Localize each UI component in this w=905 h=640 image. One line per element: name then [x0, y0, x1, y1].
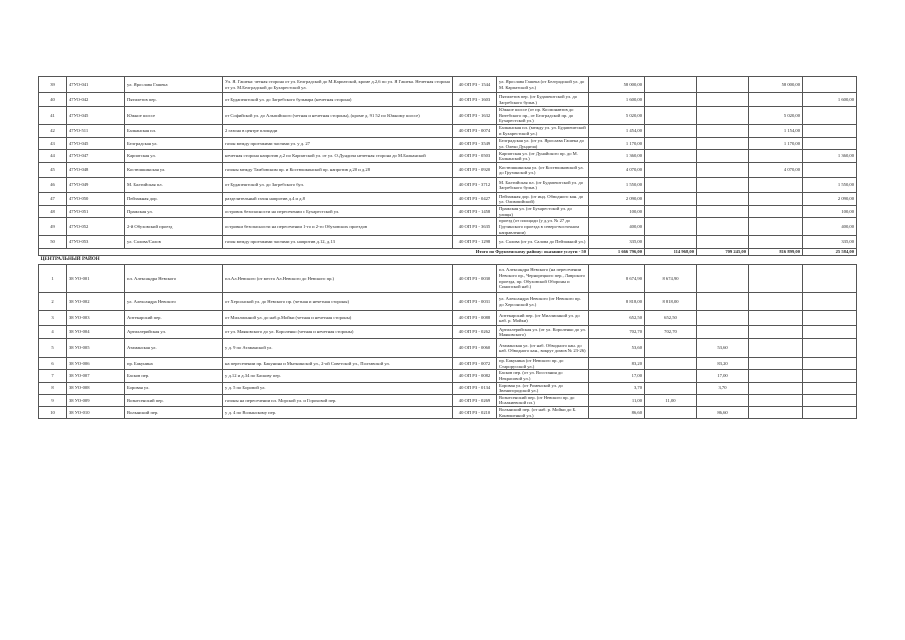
- row-number: 7: [39, 370, 67, 382]
- row-name: Артиллерийская ул.: [125, 326, 223, 339]
- row-value: [749, 339, 803, 358]
- row-value: 17,00: [697, 370, 749, 382]
- row-value: 2 090,00: [589, 193, 645, 206]
- row-address: Пятилетов пер. (от Будапештской ул. до Загребского бульв.): [497, 93, 589, 107]
- row-name: Басков пер.: [125, 370, 223, 382]
- row-description: от Будапештской ул. до Загребского бульвара (нечетная сторона): [223, 93, 453, 107]
- row-number: 2: [39, 293, 67, 311]
- row-name: ул. Ярослава Гашека: [125, 77, 223, 93]
- row-id: 40 ОП РЗ - 0503: [453, 150, 497, 163]
- row-value: 335,00: [589, 236, 645, 249]
- row-description: от Софийской ул. до Альпийского (четная и нечетная стороны), (кроме д. 91 52 по Южному шоссе): [223, 107, 453, 125]
- row-code: 47УО-511: [67, 125, 125, 138]
- row-name: М. Балтийская пл.: [125, 178, 223, 193]
- table-row: [39, 358, 857, 370]
- row-value: 400,00: [589, 218, 645, 236]
- table-row: [39, 150, 857, 163]
- row-name: Белградская ул.: [125, 138, 223, 150]
- row-value: [749, 293, 803, 311]
- row-value: [645, 138, 697, 150]
- row-value: [697, 77, 749, 93]
- row-number: 39: [39, 77, 67, 93]
- row-value: 702,70: [645, 326, 697, 339]
- row-description: пл.Ал.Невского (от места Ал.Невского до Невского пр.): [223, 265, 453, 293]
- row-value: 8 674,90: [589, 265, 645, 293]
- row-value: [645, 107, 697, 125]
- row-name: 2-й Обуховский проезд: [125, 218, 223, 236]
- row-value: 1 360,00: [803, 150, 857, 163]
- row-code: 38 УО-009: [67, 394, 125, 406]
- row-value: [645, 206, 697, 218]
- row-value: [803, 125, 857, 138]
- row-id: 40 ОП РЗ - 0920: [453, 163, 497, 178]
- row-id: 40 ОП РЗ - 3635: [453, 218, 497, 236]
- row-name: Аптекарский пер.: [125, 311, 223, 326]
- row-name: Костюшкинская ул.: [125, 163, 223, 178]
- row-value: 3,70: [697, 382, 749, 394]
- row-value: [749, 326, 803, 339]
- total-value: 816 899,00: [749, 249, 803, 256]
- row-address: Пейзажная дор. (от инд. Обводного кан. до ул. Олимпийской): [497, 193, 589, 206]
- row-name: Пражская ул.: [125, 206, 223, 218]
- row-value: [749, 394, 803, 406]
- row-address: Белградская ул. (от ул. Ярослава Гашека до ул. Олеко Дундича): [497, 138, 589, 150]
- row-value: [803, 107, 857, 125]
- row-value: [697, 293, 749, 311]
- row-value: 652,50: [589, 311, 645, 326]
- row-number: 43: [39, 138, 67, 150]
- row-value: 58 000,00: [749, 77, 803, 93]
- row-number: 10: [39, 406, 67, 418]
- row-id: 40 ОП РЗ - 3549: [453, 138, 497, 150]
- row-description: у д.12 и д.34 по Баскову пер.: [223, 370, 453, 382]
- row-id: 40 ОП РЗ - 0072: [453, 358, 497, 370]
- table-row: [39, 265, 857, 293]
- row-code: 38 УО-003: [67, 311, 125, 326]
- row-value: [803, 77, 857, 93]
- row-id: 40 ОП РЗ - 3712: [453, 178, 497, 193]
- row-description: у д. 9 по Атаманской ул.: [223, 339, 453, 358]
- row-name: Пейзажная дор.: [125, 193, 223, 206]
- row-description: газон между проезжими частями ул. напротив д.12, д.13: [223, 236, 453, 249]
- row-name: Балканская пл.: [125, 125, 223, 138]
- table-row: [39, 193, 857, 206]
- row-value: 4 070,00: [749, 163, 803, 178]
- table-row: [39, 326, 857, 339]
- row-address: проезд (от площади (у д.ул. № 27 до Грузинского проезда в северо-восточном направлении): [497, 218, 589, 236]
- row-value: [803, 358, 857, 370]
- row-name: пр. Бакунина: [125, 358, 223, 370]
- row-number: 46: [39, 178, 67, 193]
- row-value: 86,60: [697, 406, 749, 418]
- row-value: [697, 178, 749, 193]
- row-number: 1: [39, 265, 67, 293]
- row-value: [749, 382, 803, 394]
- row-id: 40 ОП РЗ - 1544: [453, 77, 497, 93]
- row-description: Ул. Я. Гашека: четная сторона от ул. Белградской до М.Карпатской, кроме д.2,6 по ул. Я Гашека. Нечетная сторона от ул. М.Белградской до Бухарестской ул.: [223, 77, 453, 93]
- row-value: [645, 339, 697, 358]
- row-value: [749, 150, 803, 163]
- total-value: 709 245,00: [697, 249, 749, 256]
- row-code: 38 УО-002: [67, 293, 125, 311]
- row-value: [645, 93, 697, 107]
- row-value: [697, 311, 749, 326]
- row-value: 83,20: [589, 358, 645, 370]
- row-value: [749, 265, 803, 293]
- row-description: от Будапештской ул. до Загребского бул.: [223, 178, 453, 193]
- row-value: [749, 218, 803, 236]
- row-number: 6: [39, 358, 67, 370]
- row-value: [697, 206, 749, 218]
- row-code: 38 УО-001: [67, 265, 125, 293]
- row-value: [749, 93, 803, 107]
- row-value: [645, 178, 697, 193]
- row-address: Карпатская ул. (от Дунайского пр. до М. Балканской ул.): [497, 150, 589, 163]
- row-number: 4: [39, 326, 67, 339]
- row-value: [697, 265, 749, 293]
- row-value: [645, 236, 697, 249]
- row-value: [803, 293, 857, 311]
- row-address: Южное шоссе (от пр. Космонавтов до Витебского пр., от Белградской пр. до Бухарестской ул.): [497, 107, 589, 125]
- row-name: Пятилетов пер.: [125, 93, 223, 107]
- row-value: [803, 265, 857, 293]
- row-value: [697, 163, 749, 178]
- row-number: 48: [39, 206, 67, 218]
- row-description: островок безопасности на пересечении с Бухарестской ул.: [223, 206, 453, 218]
- row-value: 1 550,00: [803, 178, 857, 193]
- row-value: [645, 218, 697, 236]
- row-value: [697, 236, 749, 249]
- row-value: 1 600,00: [803, 93, 857, 107]
- row-name: Вознесенский пер.: [125, 394, 223, 406]
- row-description: у д. 4 по Волынскому пер.: [223, 406, 453, 418]
- row-value: 83,20: [697, 358, 749, 370]
- table-row: [39, 138, 857, 150]
- row-code: 47УО-048: [67, 163, 125, 178]
- row-value: [645, 163, 697, 178]
- row-value: 8 818,00: [589, 293, 645, 311]
- row-value: [749, 236, 803, 249]
- row-name: Атаманская ул.: [125, 339, 223, 358]
- row-value: 1 170,00: [589, 138, 645, 150]
- row-value: 53,60: [697, 339, 749, 358]
- row-value: 100,00: [589, 206, 645, 218]
- row-value: 335,00: [803, 236, 857, 249]
- row-number: 42: [39, 125, 67, 138]
- row-value: [803, 394, 857, 406]
- row-address: пр. Бакунина (от Невского пр. до Старорусской ул.): [497, 358, 589, 370]
- row-id: 40 ОП РЗ - 1632: [453, 107, 497, 125]
- table-row: [39, 382, 857, 394]
- row-number: 45: [39, 163, 67, 178]
- row-id: 40 ОП РЗ - 0210: [453, 406, 497, 418]
- row-description: на пересечении пр. Бакунина и Мытнинской ул., 2-ой Советской ул., Полтавской ул.: [223, 358, 453, 370]
- row-value: [645, 77, 697, 93]
- row-value: [697, 218, 749, 236]
- frunzensky-total-row: [39, 249, 857, 256]
- row-value: 1 170,00: [749, 138, 803, 150]
- row-value: 11,00: [589, 394, 645, 406]
- row-value: [645, 406, 697, 418]
- row-id: 40 ОП РЗ - 0427: [453, 193, 497, 206]
- row-value: 5 020,00: [589, 107, 645, 125]
- row-id: 40 ОП РЗ - 0031: [453, 293, 497, 311]
- row-description: газоны на пересечении пл. Морской ул. и Гороховой пер.: [223, 394, 453, 406]
- row-description: нечетная сторона напротив д.2 по Карпатской ул. от ул. О.Дундича нечетная сторона до М.Балканской: [223, 150, 453, 163]
- row-value: [749, 206, 803, 218]
- row-value: [645, 150, 697, 163]
- row-description: от Миллионной ул. до наб.р.Мойки (четная и нечетная стороны): [223, 311, 453, 326]
- row-address: Аптекарский пер. (от Миллионной ул. до наб. р. Мойки): [497, 311, 589, 326]
- table-row: [39, 236, 857, 249]
- row-value: [749, 311, 803, 326]
- row-value: [697, 394, 749, 406]
- row-value: 1 154,00: [749, 125, 803, 138]
- central-section: [39, 265, 857, 419]
- row-name: Южное шоссе: [125, 107, 223, 125]
- row-value: [749, 178, 803, 193]
- row-code: 47УО-047: [67, 150, 125, 163]
- row-value: 11,00: [645, 394, 697, 406]
- total-value: 114 968,00: [645, 249, 697, 256]
- row-value: [645, 370, 697, 382]
- row-code: 47УО-053: [67, 236, 125, 249]
- row-name: пл. Александра Невского: [125, 265, 223, 293]
- row-description: газон между проезжими частями ул. у д. 27: [223, 138, 453, 150]
- row-name: Боровая ул.: [125, 382, 223, 394]
- row-value: 3,70: [589, 382, 645, 394]
- row-id: 40 ОП РЗ - 0134: [453, 382, 497, 394]
- row-value: 652,50: [645, 311, 697, 326]
- row-value: [803, 163, 857, 178]
- row-value: [803, 370, 857, 382]
- table-row: [39, 218, 857, 236]
- row-code: 47УО-052: [67, 218, 125, 236]
- district-title: ЦЕНТРАЛЬНЫЙ РАЙОН: [39, 256, 857, 265]
- row-code: 38 УО-005: [67, 339, 125, 358]
- total-value: 25 584,00: [803, 249, 857, 256]
- table-row: [39, 339, 857, 358]
- row-value: 58 000,00: [589, 77, 645, 93]
- row-value: [803, 339, 857, 358]
- row-value: [803, 138, 857, 150]
- row-id: 40 ОП РЗ - 1458: [453, 206, 497, 218]
- row-code: 47УО-045: [67, 107, 125, 125]
- row-description: разделительный газон напротив д.4 и д.8: [223, 193, 453, 206]
- row-code: 47УО-051: [67, 206, 125, 218]
- row-value: 400,00: [803, 218, 857, 236]
- row-address: Вознесенский пер. (от Невского пр. до Исаакиевской пл.): [497, 394, 589, 406]
- row-value: [697, 125, 749, 138]
- row-value: [749, 406, 803, 418]
- row-value: [803, 406, 857, 418]
- row-value: [645, 382, 697, 394]
- table-row: [39, 107, 857, 125]
- table-row: [39, 206, 857, 218]
- row-value: [645, 193, 697, 206]
- row-id: 40 ОП РЗ - 1603: [453, 93, 497, 107]
- frunzensky-section: [39, 77, 857, 249]
- row-number: 40: [39, 93, 67, 107]
- row-id: 40 ОП РЗ - 0088: [453, 311, 497, 326]
- district-header-row: [39, 256, 857, 265]
- row-address: Волынский пер. (от наб. р. Мойки до Б. Конюшенной ул.): [497, 406, 589, 418]
- row-name: ул. Александра Невского: [125, 293, 223, 311]
- table-row: [39, 178, 857, 193]
- row-number: 47: [39, 193, 67, 206]
- row-code: 38 УО-006: [67, 358, 125, 370]
- row-value: [803, 382, 857, 394]
- row-value: 5 020,00: [749, 107, 803, 125]
- row-number: 49: [39, 218, 67, 236]
- table-row: [39, 406, 857, 418]
- row-address: Пражская ул. (от Бухарестской ул. до улицы): [497, 206, 589, 218]
- row-name: Карпатская ул.: [125, 150, 223, 163]
- row-address: Атаманская ул. (от наб. Обводного кан. до наб. Обводного кан., вокруг домов № 23-26): [497, 339, 589, 358]
- row-code: 47УО-050: [67, 193, 125, 206]
- row-number: 9: [39, 394, 67, 406]
- row-code: 38 УО-008: [67, 382, 125, 394]
- row-value: [645, 358, 697, 370]
- registry-table: [38, 76, 857, 419]
- table-row: [39, 394, 857, 406]
- row-code: 47УО-049: [67, 178, 125, 193]
- row-description: у д. 5 по Боровой ул.: [223, 382, 453, 394]
- row-code: 38 УО-010: [67, 406, 125, 418]
- row-value: [803, 311, 857, 326]
- row-value: 86,60: [589, 406, 645, 418]
- row-description: островки безопасности на пересечении 1-го и 2-го Обуховских проездов: [223, 218, 453, 236]
- row-value: 8 674,90: [645, 265, 697, 293]
- row-value: 100,00: [803, 206, 857, 218]
- row-value: [697, 193, 749, 206]
- registry-sheet: [38, 76, 856, 419]
- row-value: 1 360,00: [589, 150, 645, 163]
- row-value: 53,60: [589, 339, 645, 358]
- row-value: [749, 370, 803, 382]
- row-description: газоны между Тамбовским пр. и Костюшкинской пр. напротив д.20 и д.28: [223, 163, 453, 178]
- row-name: ул. Салова/Салов: [125, 236, 223, 249]
- row-id: 40 ОП РЗ - 0060: [453, 339, 497, 358]
- row-address: пл. Александра Невского (на пересечении Невского пр., Чернорецкого пер., Лаврского проезда, пр. Обуховской Обороны и Синопской наб.): [497, 265, 589, 293]
- row-value: 8 818,00: [645, 293, 697, 311]
- row-address: ул. Салова (от ул. Салова до Пейзажной ул.): [497, 236, 589, 249]
- row-number: 50: [39, 236, 67, 249]
- table-row: [39, 163, 857, 178]
- table-row: [39, 77, 857, 93]
- row-address: М. Балтийская пл. (от Будапештской ул. до Загребского бульв.): [497, 178, 589, 193]
- row-value: 4 070,00: [589, 163, 645, 178]
- row-number: 41: [39, 107, 67, 125]
- row-value: [645, 125, 697, 138]
- row-value: 1 600,00: [589, 93, 645, 107]
- row-value: [803, 326, 857, 339]
- table-row: [39, 125, 857, 138]
- row-address: Артиллерийская ул. (от ул. Короленко до ул. Маяковского): [497, 326, 589, 339]
- row-code: 38 УО-007: [67, 370, 125, 382]
- row-address: Балканская пл. (между ул. ул. Будапештской и Бухарестской ул.): [497, 125, 589, 138]
- table-row: [39, 293, 857, 311]
- row-value: 702,70: [589, 326, 645, 339]
- row-code: 38 УО-004: [67, 326, 125, 339]
- row-id: 40 ОП РЗ - 0082: [453, 370, 497, 382]
- row-description: 2 газона в центре площади: [223, 125, 453, 138]
- row-number: 8: [39, 382, 67, 394]
- row-description: от ул. Маяковского до ул. Короленко (четная и нечетная стороны): [223, 326, 453, 339]
- table-row: [39, 311, 857, 326]
- row-value: [697, 138, 749, 150]
- table-row: [39, 93, 857, 107]
- row-value: [697, 93, 749, 107]
- row-number: 44: [39, 150, 67, 163]
- row-code: 47УО-042: [67, 93, 125, 107]
- row-value: 2 090,00: [803, 193, 857, 206]
- row-id: 40 ОП РЗ - 1298: [453, 236, 497, 249]
- row-code: 47УО-045: [67, 138, 125, 150]
- row-address: ул. Александра Невского (от Невского пр. до Херсонской ул.): [497, 293, 589, 311]
- row-value: [697, 107, 749, 125]
- row-value: 17,00: [589, 370, 645, 382]
- row-value: 1 454,00: [589, 125, 645, 138]
- row-id: 40 ОП РЗ - 0030: [453, 265, 497, 293]
- row-id: 40 ОП РЗ - 0269: [453, 394, 497, 406]
- row-address: ул. Ярослава Гашека (от Белградской ул. до М. Карпатской ул.): [497, 77, 589, 93]
- row-value: [697, 150, 749, 163]
- row-address: Басков пер. (от ул. Восстания до Некрасовой ул.): [497, 370, 589, 382]
- row-value: [749, 193, 803, 206]
- total-label: Итого по Фрунзенскому району: оказание услуги - 50: [39, 249, 589, 256]
- row-address: Боровая ул. (от Роменской ул. до Звенигородской ул.): [497, 382, 589, 394]
- total-value: 1 666 796,00: [589, 249, 645, 256]
- row-description: от Херсонской ул. до Невского пр. (четная и нечетная стороны): [223, 293, 453, 311]
- row-id: 40 ОП РЗ - 0074: [453, 125, 497, 138]
- row-number: 5: [39, 339, 67, 358]
- row-name: Волынский пер.: [125, 406, 223, 418]
- row-value: 1 550,00: [589, 178, 645, 193]
- row-code: 47УО-041: [67, 77, 125, 93]
- row-address: Костюшкинская ул. (от Костюшковской ул. до Грузинской ул.): [497, 163, 589, 178]
- row-value: [749, 358, 803, 370]
- table-row: [39, 370, 857, 382]
- row-value: [697, 326, 749, 339]
- row-id: 40 ОП РЗ - 0262: [453, 326, 497, 339]
- row-number: 3: [39, 311, 67, 326]
